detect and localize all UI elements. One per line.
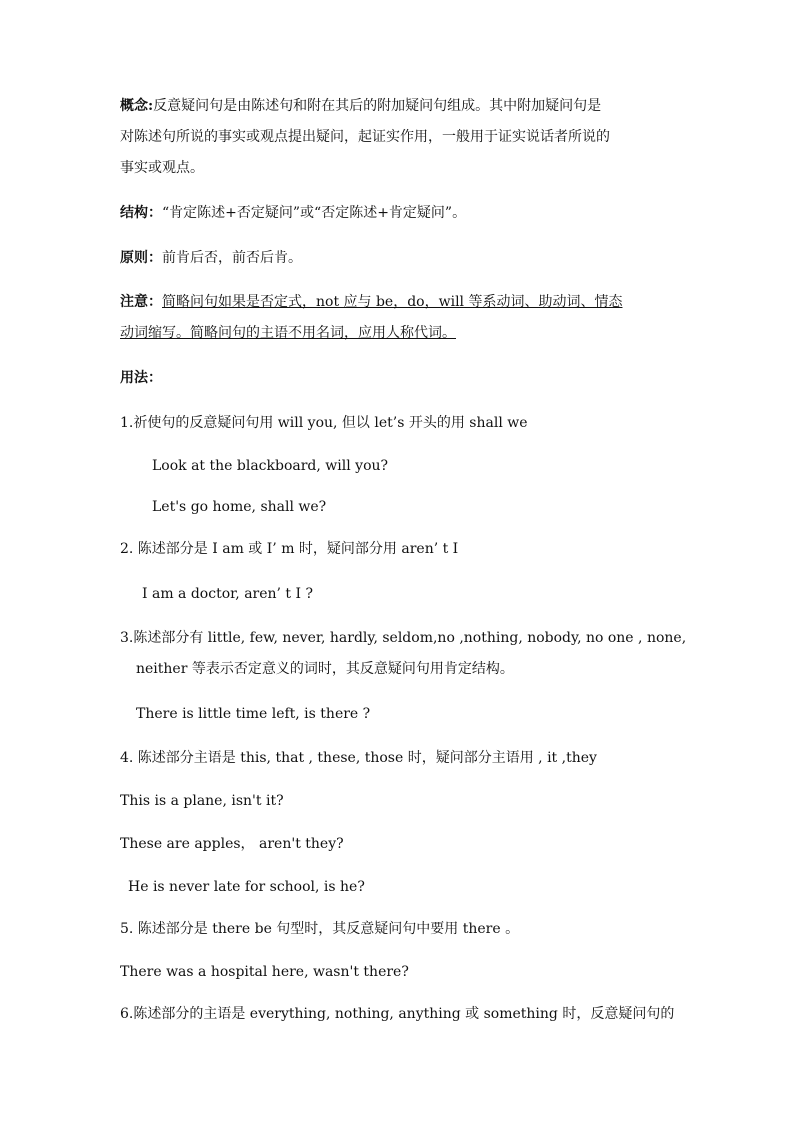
concept-line-3: 事实或观点。 <box>120 160 204 176</box>
usage-label: 用法： <box>120 370 162 386</box>
structure-text: “肯定陈述+否定疑问”或“否定陈述+肯定疑问”。 <box>162 205 467 221</box>
rule-3-line-2: neither 等表示否定意义的词时，其反意疑问句用肯定结构。 <box>136 661 514 677</box>
concept-label: 概念: <box>120 98 154 114</box>
concept-line-2: 对陈述句所说的事实或观点提出疑问，起证实作用，一般用于证实说话者所说的 <box>120 129 610 145</box>
note-text-1: 简略问句如果是否定式，not 应与 be，do，will 等系动词、助动词、情态 <box>162 294 623 310</box>
rule-2: 2. 陈述部分是 I am 或 I’ m 时，疑问部分用 aren’ t I <box>120 541 459 557</box>
concept-line-1 <box>120 96 601 116</box>
note-line-2: 动词缩写。简略问句的主语不用名词，应用人称代词。 <box>120 325 456 341</box>
note-line-1 <box>120 292 622 312</box>
rule-2-example-1: I am a doctor, aren’ t I ? <box>142 586 313 602</box>
rule-1-example-2: Let's go home, shall we? <box>152 499 327 515</box>
rule-5: 5. 陈述部分是 there be 句型时，其反意疑问句中要用 there 。 <box>120 921 520 937</box>
note-label: 注意： <box>120 294 162 310</box>
rule-4-example-2: These are apples， aren't they? <box>120 836 344 852</box>
rule-3-example-1: There is little time left, is there ? <box>136 706 371 722</box>
rule-4-example-1: This is a plane, isn't it? <box>120 793 284 809</box>
structure-label: 结构： <box>120 205 162 221</box>
concept-text-1: 反意疑问句是由陈述句和附在其后的附加疑问句组成。其中附加疑问句是 <box>153 98 602 114</box>
rule-1-example-1: Look at the blackboard, will you? <box>152 458 389 474</box>
principle-label: 原则： <box>120 250 162 266</box>
rule-6: 6.陈述部分的主语是 everything, nothing, anything 或 something 时，反意疑问句的 <box>120 1006 675 1022</box>
rule-4-example-3: He is never late for school, is he? <box>128 879 365 895</box>
rule-5-example-1: There was a hospital here, wasn't there? <box>120 964 409 980</box>
principle-line <box>120 248 302 268</box>
structure-line <box>120 203 466 223</box>
rule-4: 4. 陈述部分主语是 this, that , these, those 时，疑问部分主语用 , it ,they <box>120 750 597 766</box>
principle-text: 前肯后否，前否后肯。 <box>162 250 302 266</box>
rule-3-line-1: 3.陈述部分有 little, few, never, hardly, seldom,no ,nothing, nobody, no one , none, <box>120 630 687 646</box>
rule-1: 1.祈使句的反意疑问句用 will you, 但以 let’s 开头的用 shall we <box>120 415 528 431</box>
